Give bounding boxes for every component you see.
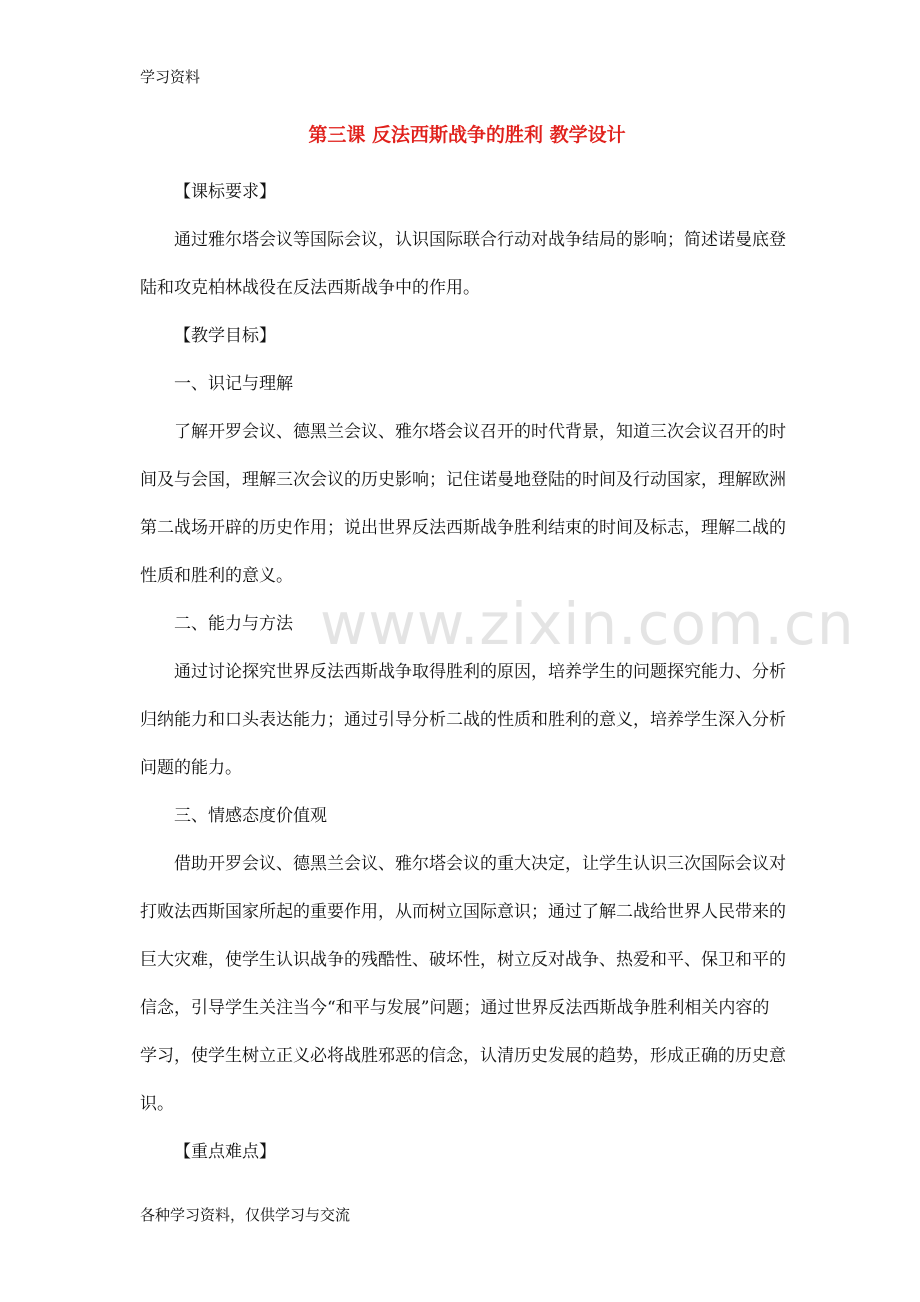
document-body xyxy=(140,168,786,1176)
document-title: 第三课 反法西斯战争的胜利 教学设计 xyxy=(308,124,626,146)
curriculum-heading: 【课标要求】 xyxy=(174,182,276,202)
goal3-heading: 三、情感态度价值观 xyxy=(174,806,327,826)
goal3-text: 借助开罗会议、德黑兰会议、雅尔塔会议的重大决定，让学生认识三次国际会议对打败法西斯国家所起的重要作用，从而树立国际意识；通过了解二战给世界人民带来的巨大灾难，使学生认识战争的残酷性、破坏性，树立反对战争、热爱和平、保卫和平的信念，引导学生关注当今“和平与发展”问题；通过世界反法西斯战争胜利相关内容的学习，使学生树立正义必将战胜邪恶的信念，认清历史发展的趋势，形成正确的历史意识。 xyxy=(140,854,786,1114)
goal1-text: 了解开罗会议、德黑兰会议、雅尔塔会议召开的时代背景，知道三次会议召开的时间及与会国，理解三次会议的历史影响；记住诺曼地登陆的时间及行动国家，理解欧洲第二战场开辟的历史作用；说出世界反法西斯战争胜利结束的时间及标志，理解二战的性质和胜利的意义。 xyxy=(140,422,786,586)
keypoints-heading: 【重点难点】 xyxy=(174,1142,276,1162)
footer-note: 各种学习资料，仅供学习与交流 xyxy=(140,1206,351,1224)
goals-heading: 【教学目标】 xyxy=(174,326,276,346)
watermark: www.zixin.com.cn xyxy=(320,590,855,658)
goal1-heading: 一、识记与理解 xyxy=(174,374,293,394)
goal2-heading: 二、能力与方法 xyxy=(174,614,293,634)
header-label: 学习资料 xyxy=(140,68,201,86)
goal2-text: 通过讨论探究世界反法西斯战争取得胜利的原因，培养学生的问题探究能力、分析归纳能力和口头表达能力；通过引导分析二战的性质和胜利的意义，培养学生深入分析问题的能力。 xyxy=(140,662,786,778)
curriculum-text: 通过雅尔塔会议等国际会议，认识国际联合行动对战争结局的影响；简述诺曼底登陆和攻克柏林战役在反法西斯战争中的作用。 xyxy=(140,230,786,298)
